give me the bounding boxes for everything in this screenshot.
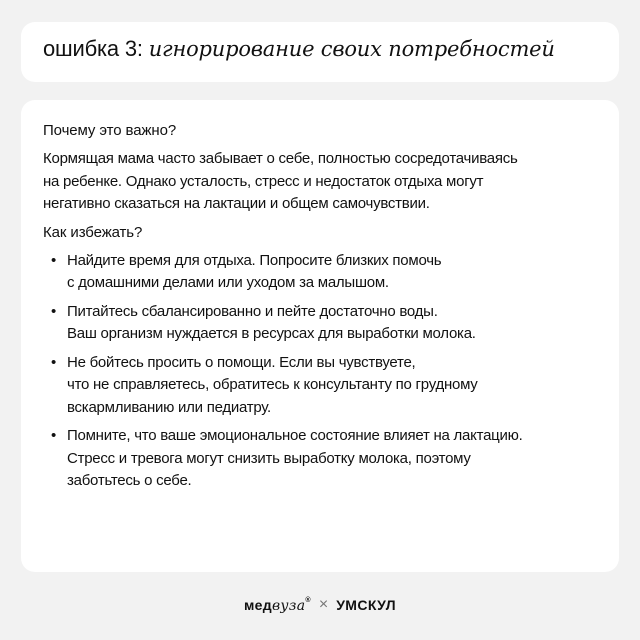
logo1-plain: мед <box>244 596 272 613</box>
logo1-italic: вуза <box>271 597 306 614</box>
why-line: Кормящая мама часто забывает о себе, полностью сосредотачиваясь <box>43 150 518 167</box>
medvuza-logo <box>244 597 311 614</box>
item-line: вскармливанию или педиатру. <box>67 398 271 416</box>
umskul-logo: УМСКУЛ <box>336 597 396 613</box>
item-line: заботьтесь о себе. <box>67 472 192 489</box>
times-icon: × <box>318 596 329 613</box>
item-line: Найдите время для отдыха. Попросите близких помочь <box>67 251 442 269</box>
why-line: на ребенке. Однако усталость, стресс и недостаток отдыха могут <box>43 172 484 190</box>
item-line: Ваш организм нуждается в ресурсах для выработки молока. <box>67 325 476 342</box>
how-heading: Как избежать? <box>43 223 143 241</box>
title-italic: игнорирование своих потребностей <box>148 37 555 61</box>
bullet-icon: • <box>51 427 57 444</box>
tips-list <box>43 250 599 493</box>
title-card <box>21 22 619 82</box>
list-item <box>43 250 599 295</box>
list-item <box>43 425 599 493</box>
item-line: Питайтесь сбалансированно и пейте достаточно воды. <box>67 302 438 320</box>
list-item <box>43 352 599 420</box>
bullet-icon: • <box>51 353 57 371</box>
item-line: с домашними делами или уходом за малышом. <box>67 274 389 291</box>
content-card <box>21 100 619 572</box>
list-item <box>43 301 599 346</box>
why-line: негативно сказаться на лактации и общем самочувствии. <box>43 195 430 212</box>
footer-logos <box>0 596 640 614</box>
title-plain: ошибка 3: <box>43 36 143 61</box>
bullet-icon: • <box>51 251 57 269</box>
registered-icon: ® <box>305 596 311 604</box>
item-line: Не бойтесь просить о помощи. Если вы чувствуете, <box>67 353 416 371</box>
item-line: что не справляетесь, обратитесь к консультанту по грудному <box>67 376 478 393</box>
item-line: Стресс и тревога могут снизить выработку молока, поэтому <box>67 449 471 467</box>
page-title <box>43 36 555 62</box>
item-line: Помните, что ваше эмоциональное состояние влияет на лактацию. <box>67 427 523 444</box>
why-heading: Почему это важно? <box>43 122 177 139</box>
bullet-icon: • <box>51 302 57 320</box>
why-paragraph <box>43 148 599 216</box>
